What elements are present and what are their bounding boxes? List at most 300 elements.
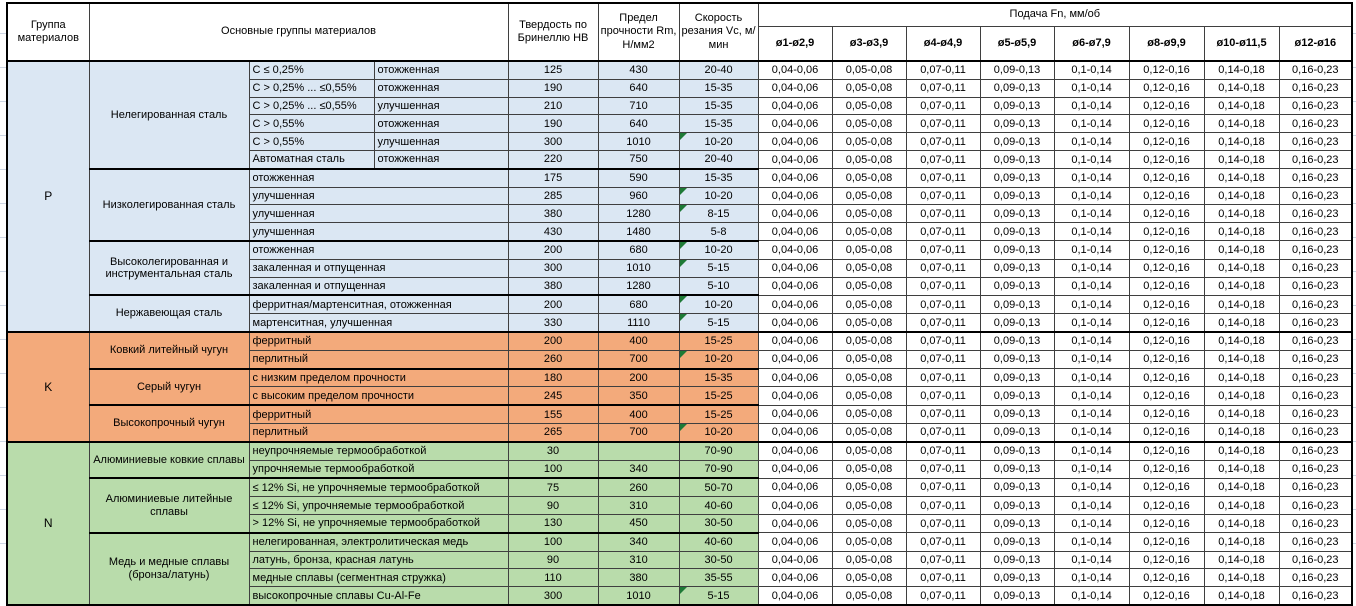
cell-strength-rm: 350 [598,387,679,405]
subgroup-name: Серый чугун [89,369,249,406]
cell-feed-value: 0,1-0,14 [1054,350,1129,368]
cell-hardness-hb: 220 [508,150,598,168]
cell-strength-rm: 400 [598,405,679,423]
cell-vc-value: 70-90 [704,445,733,458]
row-description: мартенситная, улучшенная [249,314,508,332]
cell-feed-value: 0,04-0,06 [758,115,832,133]
cell-feed-value: 0,09-0,13 [980,514,1054,532]
row-description: медные сплавы (сегментная стружка) [249,569,508,587]
cell-feed-value: 0,16-0,23 [1279,551,1352,569]
cell-cutting-speed-vc [679,405,758,423]
cell-feed-value: 0,16-0,23 [1279,405,1352,423]
cell-feed-value: 0,07-0,11 [906,241,980,259]
table-row [7,169,1352,187]
cell-feed-value: 0,04-0,06 [758,460,832,478]
cell-feed-value: 0,1-0,14 [1054,205,1129,223]
cell-feed-value: 0,07-0,11 [906,405,980,423]
cell-feed-value: 0,04-0,06 [758,442,832,460]
cell-feed-value: 0,05-0,08 [832,133,906,151]
cell-cutting-speed-vc [679,241,758,259]
header-feed-title: Подача Fn, мм/об [758,3,1352,27]
row-material-state: улучшенная [374,97,508,115]
cell-vc-value: 5-10 [707,279,730,292]
cell-cutting-speed-vc [679,79,758,97]
cell-hardness-hb: 300 [508,587,598,605]
table-row [7,295,1352,313]
cell-feed-value: 0,16-0,23 [1279,533,1352,551]
cell-feed-value: 0,16-0,23 [1279,169,1352,187]
cell-feed-value: 0,04-0,06 [758,514,832,532]
cell-feed-value: 0,05-0,08 [832,259,906,277]
cell-feed-value: 0,07-0,11 [906,350,980,368]
cell-feed-value: 0,09-0,13 [980,295,1054,313]
cell-cutting-speed-vc [679,442,758,460]
row-description: с низким пределом прочности [249,369,508,387]
cell-cutting-speed-vc [679,187,758,205]
cell-feed-value: 0,07-0,11 [906,187,980,205]
cell-feed-value: 0,09-0,13 [980,587,1054,605]
cell-hardness-hb: 30 [508,442,598,460]
cell-feed-value: 0,16-0,23 [1279,133,1352,151]
cell-hardness-hb: 260 [508,350,598,368]
row-description: улучшенная [249,187,508,205]
cell-hardness-hb: 175 [508,169,598,187]
subgroup-name: Нержавеющая сталь [89,295,249,332]
cell-feed-value: 0,12-0,16 [1129,295,1204,313]
cell-feed-value: 0,1-0,14 [1054,241,1129,259]
cell-strength-rm: 640 [598,115,679,133]
cell-strength-rm: 680 [598,241,679,259]
cell-feed-value: 0,16-0,23 [1279,295,1352,313]
cell-cutting-speed-vc [679,314,758,332]
cell-feed-value: 0,1-0,14 [1054,295,1129,313]
cell-feed-value: 0,12-0,16 [1129,387,1204,405]
cell-feed-value: 0,09-0,13 [980,497,1054,515]
cell-feed-value: 0,07-0,11 [906,169,980,187]
cell-feed-value: 0,05-0,08 [832,405,906,423]
cutting-data-table [6,2,1353,606]
cell-hardness-hb: 300 [508,259,598,277]
cell-hardness-hb: 130 [508,514,598,532]
cell-feed-value: 0,12-0,16 [1129,442,1204,460]
cell-feed-value: 0,1-0,14 [1054,460,1129,478]
header-strength-rm: Предел прочности Rm, Н/мм2 [598,3,679,61]
table-row [7,478,1352,496]
cell-feed-value: 0,16-0,23 [1279,497,1352,515]
cell-vc-value: 15-35 [704,172,733,185]
cell-feed-value: 0,12-0,16 [1129,314,1204,332]
cell-cutting-speed-vc [679,387,758,405]
cell-feed-value: 0,04-0,06 [758,169,832,187]
cell-vc-value: 20-40 [704,153,733,166]
table-header [7,3,1352,61]
cell-feed-value: 0,12-0,16 [1129,460,1204,478]
cell-feed-value: 0,05-0,08 [832,150,906,168]
row-carbon-content: Автоматная сталь [249,150,374,168]
cell-cutting-speed-vc [679,115,758,133]
cell-feed-value: 0,16-0,23 [1279,442,1352,460]
cell-feed-value: 0,05-0,08 [832,533,906,551]
cell-cutting-speed-vc [679,587,758,605]
row-material-state: отожженная [374,61,508,79]
cell-feed-value: 0,1-0,14 [1054,150,1129,168]
header-hardness-hb: Твердость по Бринеллю HB [508,3,598,61]
cell-feed-value: 0,05-0,08 [832,387,906,405]
cell-feed-value: 0,07-0,11 [906,115,980,133]
cell-feed-value: 0,1-0,14 [1054,369,1129,387]
cell-feed-value: 0,09-0,13 [980,442,1054,460]
cell-strength-rm: 200 [598,369,679,387]
cell-feed-value: 0,16-0,23 [1279,350,1352,368]
cell-feed-value: 0,16-0,23 [1279,423,1352,441]
cell-feed-value: 0,04-0,06 [758,241,832,259]
cell-feed-value: 0,14-0,18 [1204,115,1279,133]
cell-feed-value: 0,04-0,06 [758,350,832,368]
cell-feed-value: 0,04-0,06 [758,423,832,441]
cell-strength-rm: 450 [598,514,679,532]
row-description: ферритный [249,332,508,350]
cell-feed-value: 0,16-0,23 [1279,150,1352,168]
row-description: > 12% Si, не упрочняемые термообработкой [249,514,508,532]
group-letter: P [7,61,89,332]
cell-feed-value: 0,16-0,23 [1279,478,1352,496]
cell-feed-value: 0,09-0,13 [980,551,1054,569]
cell-cutting-speed-vc [679,97,758,115]
cell-vc-value: 30-50 [704,517,733,530]
cell-cutting-speed-vc [679,169,758,187]
cell-vc-value: 10-20 [704,298,733,311]
row-description: ≤ 12% Si, упрочняемые термообработкой [249,497,508,515]
row-material-state: отожженная [374,79,508,97]
cell-feed-value: 0,1-0,14 [1054,169,1129,187]
cell-feed-value: 0,05-0,08 [832,61,906,79]
cell-feed-value: 0,16-0,23 [1279,369,1352,387]
cell-feed-value: 0,09-0,13 [980,97,1054,115]
cell-strength-rm: 1010 [598,133,679,151]
cell-feed-value: 0,14-0,18 [1204,223,1279,241]
cell-feed-value: 0,1-0,14 [1054,387,1129,405]
table-row [7,61,1352,79]
cell-feed-value: 0,12-0,16 [1129,241,1204,259]
cell-feed-value: 0,09-0,13 [980,423,1054,441]
cell-feed-value: 0,12-0,16 [1129,587,1204,605]
cell-feed-value: 0,14-0,18 [1204,460,1279,478]
cell-hardness-hb: 75 [508,478,598,496]
cell-feed-value: 0,09-0,13 [980,133,1054,151]
cell-vc-value: 15-25 [704,335,733,348]
cell-feed-value: 0,07-0,11 [906,79,980,97]
cell-feed-value: 0,1-0,14 [1054,259,1129,277]
subgroup-name: Нелегированная сталь [89,61,249,169]
cell-vc-value: 15-35 [704,371,733,384]
cell-feed-value: 0,05-0,08 [832,514,906,532]
cell-feed-value: 0,14-0,18 [1204,514,1279,532]
cell-feed-value: 0,12-0,16 [1129,97,1204,115]
cell-feed-value: 0,09-0,13 [980,569,1054,587]
cell-vc-value: 5-15 [707,262,730,275]
cell-feed-value: 0,04-0,06 [758,187,832,205]
cell-vc-value: 10-20 [704,135,733,148]
row-description: упрочняемые термообработкой [249,460,508,478]
cell-vc-value: 10-20 [704,244,733,257]
cell-feed-value: 0,1-0,14 [1054,61,1129,79]
cell-feed-value: 0,07-0,11 [906,150,980,168]
cell-strength-rm: 710 [598,97,679,115]
cell-hardness-hb: 430 [508,223,598,241]
cell-feed-value: 0,1-0,14 [1054,223,1129,241]
cell-feed-value: 0,07-0,11 [906,569,980,587]
cell-vc-value: 20-40 [704,64,733,77]
row-description: нелегированная, электролитическая медь [249,533,508,551]
cell-feed-value: 0,14-0,18 [1204,369,1279,387]
cell-feed-value: 0,16-0,23 [1279,587,1352,605]
cell-hardness-hb: 245 [508,387,598,405]
cell-feed-value: 0,04-0,06 [758,569,832,587]
row-description: латунь, бронза, красная латунь [249,551,508,569]
cell-feed-value: 0,12-0,16 [1129,569,1204,587]
cell-feed-value: 0,16-0,23 [1279,187,1352,205]
cell-feed-value: 0,05-0,08 [832,314,906,332]
cell-feed-value: 0,07-0,11 [906,133,980,151]
cell-strength-rm: 750 [598,150,679,168]
cell-strength-rm: 380 [598,569,679,587]
row-description: ферритная/мартенситная, отожженная [249,295,508,313]
cell-strength-rm: 310 [598,551,679,569]
cell-feed-value: 0,12-0,16 [1129,405,1204,423]
row-description: перлитный [249,423,508,441]
row-description: с высоким пределом прочности [249,387,508,405]
cell-feed-value: 0,04-0,06 [758,587,832,605]
cell-feed-value: 0,14-0,18 [1204,551,1279,569]
cell-feed-value: 0,09-0,13 [980,405,1054,423]
cell-feed-value: 0,04-0,06 [758,97,832,115]
cell-feed-value: 0,12-0,16 [1129,79,1204,97]
cell-hardness-hb: 300 [508,133,598,151]
row-description: высокопрочные сплавы Cu-Al-Fe [249,587,508,605]
group-letter: K [7,332,89,442]
row-material-state: отожженная [374,150,508,168]
cell-feed-value: 0,04-0,06 [758,259,832,277]
cell-vc-value: 10-20 [704,189,733,202]
cell-feed-value: 0,14-0,18 [1204,61,1279,79]
cell-feed-value: 0,09-0,13 [980,241,1054,259]
cell-feed-value: 0,14-0,18 [1204,150,1279,168]
cell-cutting-speed-vc [679,61,758,79]
cell-hardness-hb: 200 [508,295,598,313]
cell-vc-value: 10-20 [704,426,733,439]
cell-vc-value: 40-60 [704,499,733,512]
cell-cutting-speed-vc [679,497,758,515]
cell-hardness-hb: 265 [508,423,598,441]
cell-feed-value: 0,09-0,13 [980,369,1054,387]
cell-feed-value: 0,04-0,06 [758,205,832,223]
cell-feed-value: 0,07-0,11 [906,332,980,350]
group-letter: N [7,442,89,605]
cell-feed-value: 0,09-0,13 [980,61,1054,79]
cell-feed-value: 0,04-0,06 [758,551,832,569]
cell-feed-value: 0,14-0,18 [1204,423,1279,441]
cell-feed-value: 0,04-0,06 [758,387,832,405]
cell-feed-value: 0,14-0,18 [1204,442,1279,460]
cell-feed-value: 0,09-0,13 [980,350,1054,368]
header-main-groups: Основные группы материалов [89,3,508,61]
cell-note-triangle-icon [680,587,687,594]
cell-feed-value: 0,14-0,18 [1204,259,1279,277]
cell-feed-value: 0,07-0,11 [906,497,980,515]
cell-feed-value: 0,07-0,11 [906,314,980,332]
cell-feed-value: 0,12-0,16 [1129,423,1204,441]
cell-feed-value: 0,05-0,08 [832,205,906,223]
cell-cutting-speed-vc [679,277,758,295]
cell-feed-value: 0,05-0,08 [832,587,906,605]
cell-vc-value: 50-70 [704,481,733,494]
cell-vc-value: 5-15 [707,589,730,602]
cell-hardness-hb: 180 [508,369,598,387]
cell-feed-value: 0,07-0,11 [906,295,980,313]
row-description: ферритный [249,405,508,423]
cell-vc-value: 15-35 [704,82,733,95]
cell-feed-value: 0,09-0,13 [980,387,1054,405]
cell-note-triangle-icon [680,242,687,249]
cell-feed-value: 0,07-0,11 [906,514,980,532]
cell-feed-value: 0,04-0,06 [758,150,832,168]
cell-vc-value: 15-35 [704,117,733,130]
cell-feed-value: 0,14-0,18 [1204,187,1279,205]
cell-feed-value: 0,14-0,18 [1204,169,1279,187]
cell-feed-value: 0,05-0,08 [832,223,906,241]
cell-feed-value: 0,05-0,08 [832,169,906,187]
cell-feed-value: 0,16-0,23 [1279,460,1352,478]
cell-hardness-hb: 100 [508,533,598,551]
cell-feed-value: 0,1-0,14 [1054,587,1129,605]
row-carbon-content: C > 0,55% [249,133,374,151]
row-description: ≤ 12% Si, не упрочняемые термообработкой [249,478,508,496]
cell-feed-value: 0,14-0,18 [1204,277,1279,295]
cell-cutting-speed-vc [679,150,758,168]
cell-feed-value: 0,09-0,13 [980,187,1054,205]
cell-vc-value: 8-15 [707,207,730,220]
cell-feed-value: 0,12-0,16 [1129,497,1204,515]
header-feed-dia-1: ø1-ø2,9 [758,27,832,62]
row-carbon-content: C ≤ 0,25% [249,61,374,79]
cell-feed-value: 0,1-0,14 [1054,551,1129,569]
subgroup-name: Высокопрочный чугун [89,405,249,442]
cell-vc-value: 5-8 [710,225,727,238]
row-description: улучшенная [249,205,508,223]
cell-feed-value: 0,12-0,16 [1129,551,1204,569]
row-material-state: улучшенная [374,133,508,151]
cell-feed-value: 0,1-0,14 [1054,115,1129,133]
cell-feed-value: 0,07-0,11 [906,97,980,115]
cell-feed-value: 0,07-0,11 [906,423,980,441]
cell-feed-value: 0,16-0,23 [1279,97,1352,115]
cell-feed-value: 0,16-0,23 [1279,205,1352,223]
cell-feed-value: 0,05-0,08 [832,187,906,205]
cell-feed-value: 0,05-0,08 [832,442,906,460]
cell-feed-value: 0,07-0,11 [906,205,980,223]
cell-feed-value: 0,16-0,23 [1279,277,1352,295]
cell-feed-value: 0,14-0,18 [1204,79,1279,97]
cell-cutting-speed-vc [679,478,758,496]
cell-hardness-hb: 200 [508,332,598,350]
subgroup-name: Алюминиевые литейные сплавы [89,478,249,532]
cell-feed-value: 0,14-0,18 [1204,133,1279,151]
cell-feed-value: 0,07-0,11 [906,533,980,551]
cell-feed-value: 0,05-0,08 [832,79,906,97]
row-carbon-content: C > 0,55% [249,115,374,133]
cell-feed-value: 0,09-0,13 [980,478,1054,496]
row-carbon-content: C > 0,25% ... ≤0,55% [249,97,374,115]
cell-feed-value: 0,04-0,06 [758,61,832,79]
cell-cutting-speed-vc [679,133,758,151]
cell-cutting-speed-vc [679,223,758,241]
cell-hardness-hb: 125 [508,61,598,79]
cell-feed-value: 0,05-0,08 [832,478,906,496]
cell-vc-value: 5-15 [707,316,730,329]
cell-cutting-speed-vc [679,514,758,532]
header-cutting-speed-vc: Скорость резания Vc, м/мин [679,3,758,61]
cell-feed-value: 0,14-0,18 [1204,332,1279,350]
cell-feed-value: 0,05-0,08 [832,115,906,133]
cell-feed-value: 0,04-0,06 [758,533,832,551]
cell-feed-value: 0,14-0,18 [1204,241,1279,259]
cell-cutting-speed-vc [679,332,758,350]
cell-feed-value: 0,16-0,23 [1279,332,1352,350]
cell-strength-rm: 960 [598,187,679,205]
cell-feed-value: 0,12-0,16 [1129,169,1204,187]
header-feed-dia-6: ø8-ø9,9 [1129,27,1204,62]
cell-feed-value: 0,09-0,13 [980,332,1054,350]
cell-feed-value: 0,16-0,23 [1279,115,1352,133]
cell-feed-value: 0,09-0,13 [980,169,1054,187]
cell-feed-value: 0,05-0,08 [832,295,906,313]
cell-feed-value: 0,1-0,14 [1054,405,1129,423]
cell-cutting-speed-vc [679,295,758,313]
subgroup-name: Алюминиевые ковкие сплавы [89,442,249,479]
cell-feed-value: 0,12-0,16 [1129,133,1204,151]
cell-feed-value: 0,14-0,18 [1204,314,1279,332]
cell-feed-value: 0,12-0,16 [1129,223,1204,241]
row-carbon-content: C > 0,25% ... ≤0,55% [249,79,374,97]
table-row [7,405,1352,423]
cell-strength-rm: 640 [598,79,679,97]
header-feed-dia-5: ø6-ø7,9 [1054,27,1129,62]
cell-note-triangle-icon [680,205,687,212]
cell-cutting-speed-vc [679,569,758,587]
cell-feed-value: 0,09-0,13 [980,259,1054,277]
cell-feed-value: 0,07-0,11 [906,223,980,241]
row-description: отожженная [249,241,508,259]
cell-hardness-hb: 100 [508,460,598,478]
cell-feed-value: 0,07-0,11 [906,478,980,496]
row-description: отожженная [249,169,508,187]
cell-note-triangle-icon [680,351,687,358]
cell-vc-value: 15-25 [704,408,733,421]
cell-feed-value: 0,1-0,14 [1054,497,1129,515]
cell-feed-value: 0,07-0,11 [906,387,980,405]
cell-cutting-speed-vc [679,460,758,478]
cell-strength-rm: 1480 [598,223,679,241]
cell-feed-value: 0,05-0,08 [832,497,906,515]
cell-note-triangle-icon [680,314,687,321]
cell-hardness-hb: 210 [508,97,598,115]
cell-feed-value: 0,04-0,06 [758,369,832,387]
cell-cutting-speed-vc [679,533,758,551]
cell-feed-value: 0,1-0,14 [1054,133,1129,151]
cell-vc-value: 10-20 [704,353,733,366]
cell-feed-value: 0,1-0,14 [1054,478,1129,496]
cell-feed-value: 0,16-0,23 [1279,259,1352,277]
